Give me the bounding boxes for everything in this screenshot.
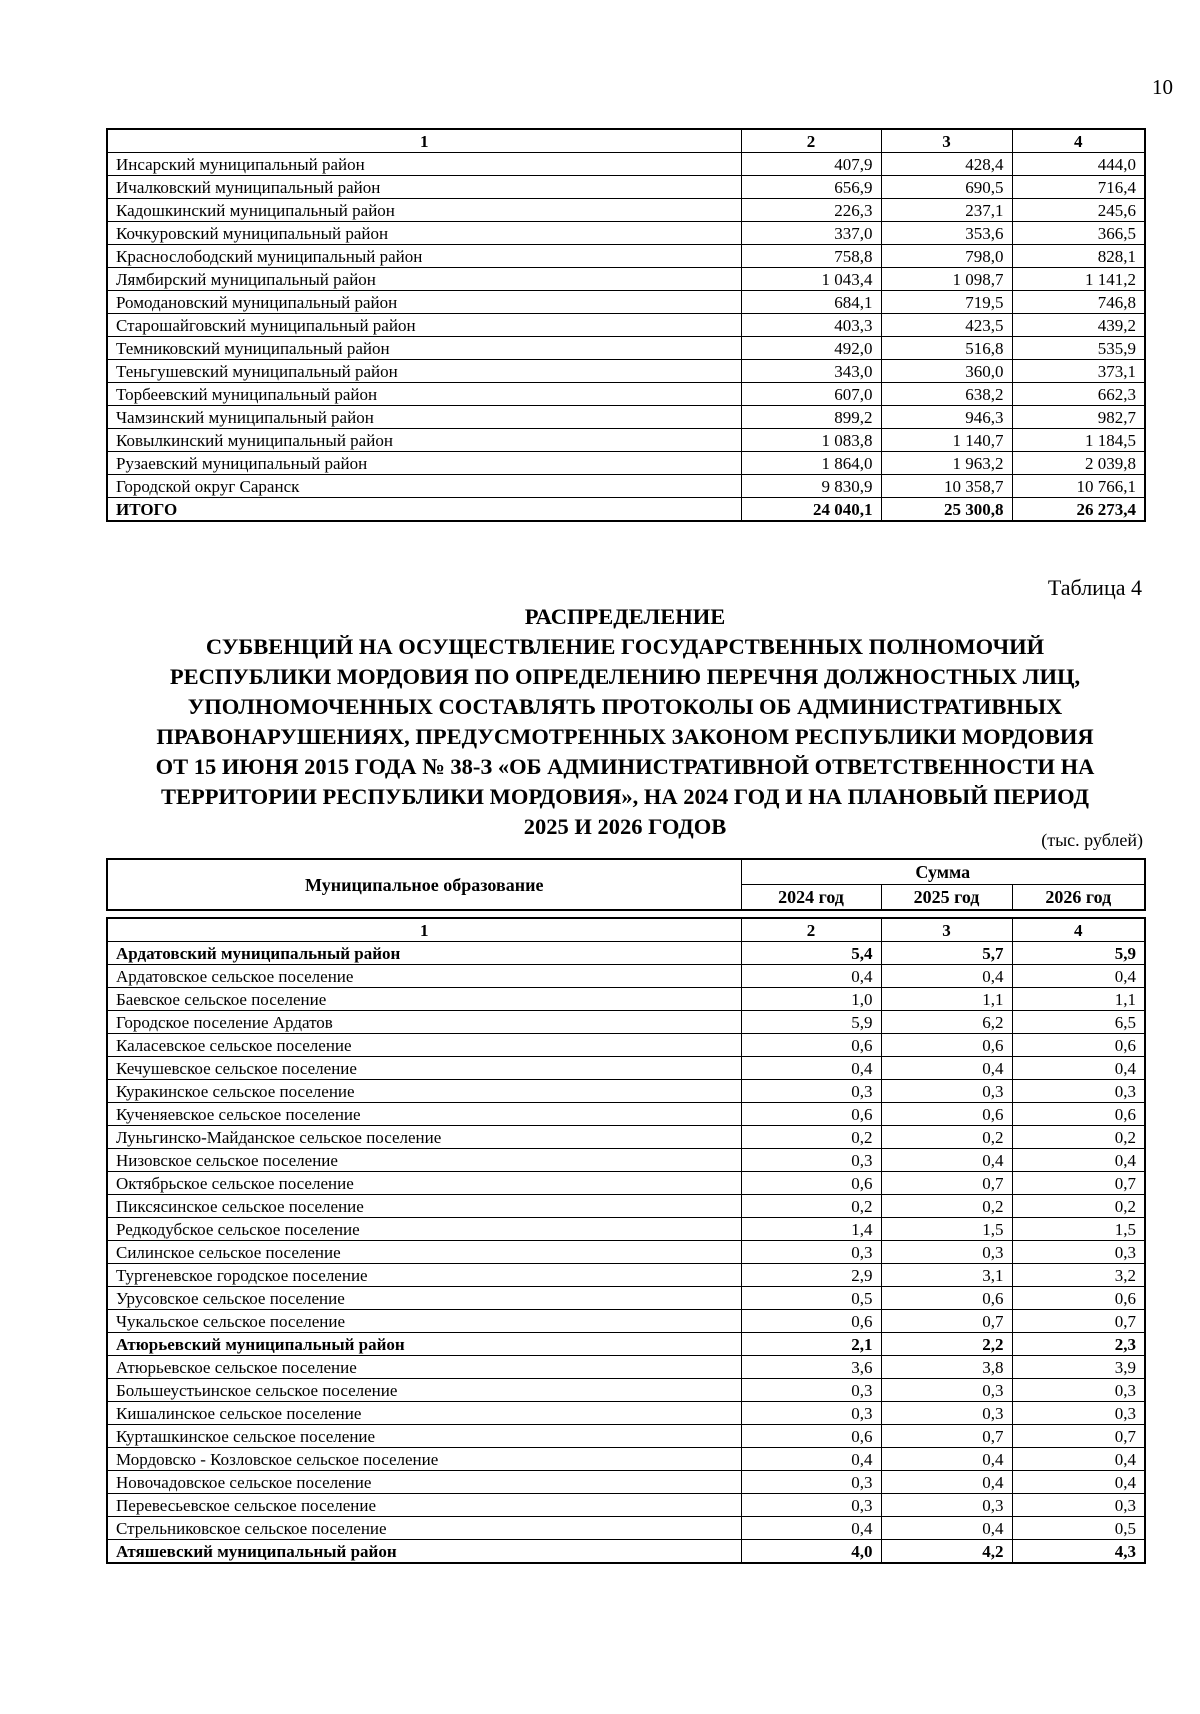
table-row: [107, 1149, 1145, 1172]
value-2026: 982,7: [1012, 406, 1145, 429]
row-name: Баевское сельское поселение: [107, 988, 741, 1011]
value-2026: 828,1: [1012, 245, 1145, 268]
value-2024: 226,3: [741, 199, 881, 222]
value-2026: 0,3: [1012, 1402, 1145, 1425]
row-name: Ардатовское сельское поселение: [107, 965, 741, 988]
value-2025: 0,6: [881, 1103, 1012, 1126]
value-2025: 0,3: [881, 1402, 1012, 1425]
row-name: Редкодубское сельское поселение: [107, 1218, 741, 1241]
value-2024: 0,6: [741, 1034, 881, 1057]
value-2024: 0,2: [741, 1126, 881, 1149]
row-name: Лямбирский муниципальный район: [107, 268, 741, 291]
table-row: [107, 176, 1145, 199]
row-name: Ковылкинский муниципальный район: [107, 429, 741, 452]
column-number-row: [107, 918, 1145, 942]
value-2026: 746,8: [1012, 291, 1145, 314]
value-2025: 516,8: [881, 337, 1012, 360]
row-name: Большеустьинское сельское поселение: [107, 1379, 741, 1402]
row-name: Атюрьевское сельское поселение: [107, 1356, 741, 1379]
row-name: Ромодановский муниципальный район: [107, 291, 741, 314]
row-name: Луньгинско-Майданское сельское поселение: [107, 1126, 741, 1149]
value-2024: 1 083,8: [741, 429, 881, 452]
value-2024: 0,6: [741, 1310, 881, 1333]
row-name: Рузаевский муниципальный район: [107, 452, 741, 475]
title-line: ТЕРРИТОРИИ РЕСПУБЛИКИ МОРДОВИЯ», НА 2024 ГОД И НА ПЛАНОВЫЙ ПЕРИОД: [160, 784, 1090, 809]
value-2025: 0,4: [881, 1149, 1012, 1172]
row-name: Ичалковский муниципальный район: [107, 176, 741, 199]
page-number: 10: [1152, 75, 1173, 99]
row-name: Кишалинское сельское поселение: [107, 1402, 741, 1425]
subsidy-table-continued: [106, 128, 1146, 522]
value-2024: 0,2: [741, 1195, 881, 1218]
value-2025: 0,6: [881, 1034, 1012, 1057]
table-row: [107, 153, 1145, 176]
value-2025: 237,1: [881, 199, 1012, 222]
value-2024: 656,9: [741, 176, 881, 199]
value-2026: 662,3: [1012, 383, 1145, 406]
value-2024: 899,2: [741, 406, 881, 429]
column-number-2: 2: [741, 129, 881, 153]
row-name: Городской округ Саранск: [107, 475, 741, 498]
row-name: Краснослободский муниципальный район: [107, 245, 741, 268]
row-name: Городское поселение Ардатов: [107, 1011, 741, 1034]
table-row: [107, 1057, 1145, 1080]
value-2026: 1 141,2: [1012, 268, 1145, 291]
table-row: [107, 1218, 1145, 1241]
total-2026: 26 273,4: [1012, 498, 1145, 522]
table-row: [107, 383, 1145, 406]
value-2026: 439,2: [1012, 314, 1145, 337]
row-name: Торбеевский муниципальный район: [107, 383, 741, 406]
subvention-distribution-table: [106, 917, 1146, 1564]
year-2024-header: 2024 год: [741, 885, 881, 911]
total-row: [107, 498, 1145, 522]
value-2026: 0,4: [1012, 965, 1145, 988]
row-name: Низовское сельское поселение: [107, 1149, 741, 1172]
value-2024: 2,9: [741, 1264, 881, 1287]
value-2025: 0,4: [881, 1448, 1012, 1471]
row-name: Кадошкинский муниципальный район: [107, 199, 741, 222]
table-row: [107, 245, 1145, 268]
row-name: Пиксясинское сельское поселение: [107, 1195, 741, 1218]
value-2024: 4,0: [741, 1540, 881, 1564]
row-name: Каласевское сельское поселение: [107, 1034, 741, 1057]
value-2026: 0,3: [1012, 1494, 1145, 1517]
value-2026: 0,7: [1012, 1310, 1145, 1333]
value-2026: 0,2: [1012, 1126, 1145, 1149]
column-number-1: 1: [107, 129, 741, 153]
table-row: [107, 291, 1145, 314]
row-name: Перевесьевское сельское поселение: [107, 1494, 741, 1517]
row-name: Кочкуровский муниципальный район: [107, 222, 741, 245]
units-label: (тыс. рублей): [1041, 830, 1143, 850]
value-2025: 0,3: [881, 1241, 1012, 1264]
value-2025: 0,3: [881, 1494, 1012, 1517]
table-row: [107, 1172, 1145, 1195]
value-2026: 0,6: [1012, 1034, 1145, 1057]
value-2026: 0,5: [1012, 1517, 1145, 1540]
year-2026-header: 2026 год: [1012, 885, 1145, 911]
column-number-3: 3: [881, 129, 1012, 153]
value-2025: 690,5: [881, 176, 1012, 199]
value-2025: 946,3: [881, 406, 1012, 429]
table-row: [107, 406, 1145, 429]
column-number-row: [107, 129, 1145, 153]
table-row: [107, 314, 1145, 337]
table-row: [107, 1494, 1145, 1517]
value-2024: 0,3: [741, 1241, 881, 1264]
value-2026: 373,1: [1012, 360, 1145, 383]
value-2025: 3,8: [881, 1356, 1012, 1379]
row-name: Инсарский муниципальный район: [107, 153, 741, 176]
value-2026: 0,6: [1012, 1103, 1145, 1126]
value-2026: 3,9: [1012, 1356, 1145, 1379]
value-2025: 4,2: [881, 1540, 1012, 1564]
table-row: [107, 1425, 1145, 1448]
value-2025: 0,7: [881, 1172, 1012, 1195]
row-name: Кученяевское сельское поселение: [107, 1103, 741, 1126]
table-row: [107, 1471, 1145, 1494]
row-name: Ардатовский муниципальный район: [107, 942, 741, 965]
value-2024: 0,3: [741, 1471, 881, 1494]
row-name: Чамзинский муниципальный район: [107, 406, 741, 429]
value-2025: 0,4: [881, 965, 1012, 988]
title-line: ПРАВОНАРУШЕНИЯХ, ПРЕДУСМОТРЕННЫХ ЗАКОНОМ РЕСПУБЛИКИ МОРДОВИЯ: [156, 724, 1094, 749]
title-line: РАСПРЕДЕЛЕНИЕ: [524, 604, 726, 629]
table-row: [107, 1103, 1145, 1126]
row-name: Атяшевский муниципальный район: [107, 1540, 741, 1564]
table-row: [107, 1034, 1145, 1057]
title-line: УПОЛНОМОЧЕННЫХ СОСТАВЛЯТЬ ПРОТОКОЛЫ ОБ АДМИНИСТРАТИВНЫХ: [187, 694, 1063, 719]
value-2024: 492,0: [741, 337, 881, 360]
row-name: Старошайговский муниципальный район: [107, 314, 741, 337]
value-2024: 607,0: [741, 383, 881, 406]
value-2025: 719,5: [881, 291, 1012, 314]
table-row: [107, 1517, 1145, 1540]
value-2024: 5,9: [741, 1011, 881, 1034]
value-2024: 758,8: [741, 245, 881, 268]
value-2024: 343,0: [741, 360, 881, 383]
table-row: [107, 988, 1145, 1011]
column-number-1: 1: [107, 918, 741, 942]
table-row: [107, 475, 1145, 498]
value-2025: 6,2: [881, 1011, 1012, 1034]
row-name: Тургеневское городское поселение: [107, 1264, 741, 1287]
value-2024: 1 043,4: [741, 268, 881, 291]
table-row: [107, 1195, 1145, 1218]
document-title: [106, 602, 1144, 842]
table-row: [107, 1379, 1145, 1402]
value-2024: 0,3: [741, 1402, 881, 1425]
value-2025: 1,1: [881, 988, 1012, 1011]
value-2026: 1,5: [1012, 1218, 1145, 1241]
table-row: [107, 360, 1145, 383]
table-row: [107, 429, 1145, 452]
table1-body: [107, 153, 1145, 498]
value-2026: 535,9: [1012, 337, 1145, 360]
table-row: [107, 1402, 1145, 1425]
value-2026: 0,4: [1012, 1149, 1145, 1172]
value-2025: 353,6: [881, 222, 1012, 245]
table-row: [107, 965, 1145, 988]
title-line: 2025 И 2026 ГОДОВ: [523, 814, 727, 839]
row-name: Силинское сельское поселение: [107, 1241, 741, 1264]
value-2026: 0,7: [1012, 1172, 1145, 1195]
title-line: РЕСПУБЛИКИ МОРДОВИЯ ПО ОПРЕДЕЛЕНИЮ ПЕРЕЧНЯ ДОЛЖНОСТНЫХ ЛИЦ,: [169, 664, 1081, 689]
table-row: [107, 1264, 1145, 1287]
value-2025: 1 098,7: [881, 268, 1012, 291]
value-2024: 0,4: [741, 1448, 881, 1471]
row-name: Октябрьское сельское поселение: [107, 1172, 741, 1195]
table-row: [107, 1310, 1145, 1333]
total-label: ИТОГО: [107, 498, 741, 522]
value-2026: 2 039,8: [1012, 452, 1145, 475]
title-line: СУБВЕНЦИЙ НА ОСУЩЕСТВЛЕНИЕ ГОСУДАРСТВЕННЫХ ПОЛНОМОЧИЙ: [205, 634, 1045, 659]
value-2024: 0,3: [741, 1080, 881, 1103]
table-row: [107, 1356, 1145, 1379]
year-2025-header: 2025 год: [881, 885, 1012, 911]
value-2024: 1 864,0: [741, 452, 881, 475]
value-2026: 444,0: [1012, 153, 1145, 176]
value-2026: 1,1: [1012, 988, 1145, 1011]
row-name: Кечушевское сельское поселение: [107, 1057, 741, 1080]
value-2026: 0,3: [1012, 1379, 1145, 1402]
value-2025: 0,7: [881, 1310, 1012, 1333]
value-2024: 0,4: [741, 965, 881, 988]
table-label: Таблица 4: [1047, 575, 1142, 600]
table-row: [107, 1287, 1145, 1310]
table-row: [107, 452, 1145, 475]
value-2025: 0,3: [881, 1379, 1012, 1402]
row-name: Атюрьевский муниципальный район: [107, 1333, 741, 1356]
value-2025: 0,4: [881, 1517, 1012, 1540]
value-2025: 0,4: [881, 1057, 1012, 1080]
value-2025: 1 963,2: [881, 452, 1012, 475]
value-2024: 337,0: [741, 222, 881, 245]
title-line: ОТ 15 ИЮНЯ 2015 ГОДА № 38-З «ОБ АДМИНИСТРАТИВНОЙ ОТВЕТСТВЕННОСТИ НА: [155, 754, 1095, 779]
value-2025: 0,2: [881, 1126, 1012, 1149]
value-2026: 2,3: [1012, 1333, 1145, 1356]
value-2026: 1 184,5: [1012, 429, 1145, 452]
value-2024: 0,5: [741, 1287, 881, 1310]
table-row: [107, 222, 1145, 245]
table-row: [107, 1448, 1145, 1471]
value-2024: 0,3: [741, 1494, 881, 1517]
value-2025: 10 358,7: [881, 475, 1012, 498]
value-2026: 716,4: [1012, 176, 1145, 199]
value-2026: 5,9: [1012, 942, 1145, 965]
sum-column-header: Сумма: [741, 859, 1145, 885]
column-number-4: 4: [1012, 918, 1145, 942]
value-2024: 0,6: [741, 1425, 881, 1448]
value-2024: 5,4: [741, 942, 881, 965]
table-row: [107, 199, 1145, 222]
value-2026: 0,3: [1012, 1080, 1145, 1103]
table-row: [107, 1011, 1145, 1034]
value-2026: 245,6: [1012, 199, 1145, 222]
value-2025: 1 140,7: [881, 429, 1012, 452]
value-2026: 0,2: [1012, 1195, 1145, 1218]
value-2024: 407,9: [741, 153, 881, 176]
value-2025: 428,4: [881, 153, 1012, 176]
table-row: [107, 1333, 1145, 1356]
value-2025: 0,4: [881, 1471, 1012, 1494]
value-2026: 0,7: [1012, 1425, 1145, 1448]
value-2026: 4,3: [1012, 1540, 1145, 1564]
table-row: [107, 942, 1145, 965]
value-2024: 1,4: [741, 1218, 881, 1241]
value-2026: 3,2: [1012, 1264, 1145, 1287]
value-2024: 0,3: [741, 1379, 881, 1402]
value-2025: 798,0: [881, 245, 1012, 268]
row-name: Темниковский муниципальный район: [107, 337, 741, 360]
value-2024: 0,4: [741, 1057, 881, 1080]
row-name: Новочадовское сельское поселение: [107, 1471, 741, 1494]
row-name: Куракинское сельское поселение: [107, 1080, 741, 1103]
table-row: [107, 337, 1145, 360]
table-row: [107, 268, 1145, 291]
value-2024: 0,3: [741, 1149, 881, 1172]
value-2026: 0,4: [1012, 1471, 1145, 1494]
value-2025: 360,0: [881, 360, 1012, 383]
row-name: Теньгушевский муниципальный район: [107, 360, 741, 383]
value-2024: 0,6: [741, 1103, 881, 1126]
value-2025: 3,1: [881, 1264, 1012, 1287]
row-name: Курташкинское сельское поселение: [107, 1425, 741, 1448]
value-2025: 1,5: [881, 1218, 1012, 1241]
value-2026: 0,3: [1012, 1241, 1145, 1264]
row-name: Стрельниковское сельское поселение: [107, 1517, 741, 1540]
value-2024: 9 830,9: [741, 475, 881, 498]
table2-body: [107, 942, 1145, 1564]
value-2025: 5,7: [881, 942, 1012, 965]
value-2025: 423,5: [881, 314, 1012, 337]
value-2024: 0,6: [741, 1172, 881, 1195]
total-2025: 25 300,8: [881, 498, 1012, 522]
table-row: [107, 1241, 1145, 1264]
value-2025: 0,3: [881, 1080, 1012, 1103]
table-row: [107, 1126, 1145, 1149]
value-2025: 0,6: [881, 1287, 1012, 1310]
value-2024: 684,1: [741, 291, 881, 314]
table-row: [107, 1540, 1145, 1564]
value-2026: 6,5: [1012, 1011, 1145, 1034]
value-2026: 366,5: [1012, 222, 1145, 245]
value-2024: 1,0: [741, 988, 881, 1011]
value-2024: 2,1: [741, 1333, 881, 1356]
value-2024: 403,3: [741, 314, 881, 337]
column-number-4: 4: [1012, 129, 1145, 153]
row-name: Мордовско - Козловское сельское поселение: [107, 1448, 741, 1471]
row-name: Чукальское сельское поселение: [107, 1310, 741, 1333]
value-2024: 0,4: [741, 1517, 881, 1540]
subvention-table-header: [106, 858, 1146, 911]
value-2026: 0,4: [1012, 1448, 1145, 1471]
total-2024: 24 040,1: [741, 498, 881, 522]
row-name: Урусовское сельское поселение: [107, 1287, 741, 1310]
municipality-column-header: Муниципальное образование: [107, 859, 741, 910]
table-row: [107, 1080, 1145, 1103]
value-2025: 0,2: [881, 1195, 1012, 1218]
value-2025: 2,2: [881, 1333, 1012, 1356]
value-2026: 10 766,1: [1012, 475, 1145, 498]
value-2024: 3,6: [741, 1356, 881, 1379]
value-2026: 0,4: [1012, 1057, 1145, 1080]
value-2026: 0,6: [1012, 1287, 1145, 1310]
value-2025: 0,7: [881, 1425, 1012, 1448]
column-number-3: 3: [881, 918, 1012, 942]
value-2025: 638,2: [881, 383, 1012, 406]
column-number-2: 2: [741, 918, 881, 942]
